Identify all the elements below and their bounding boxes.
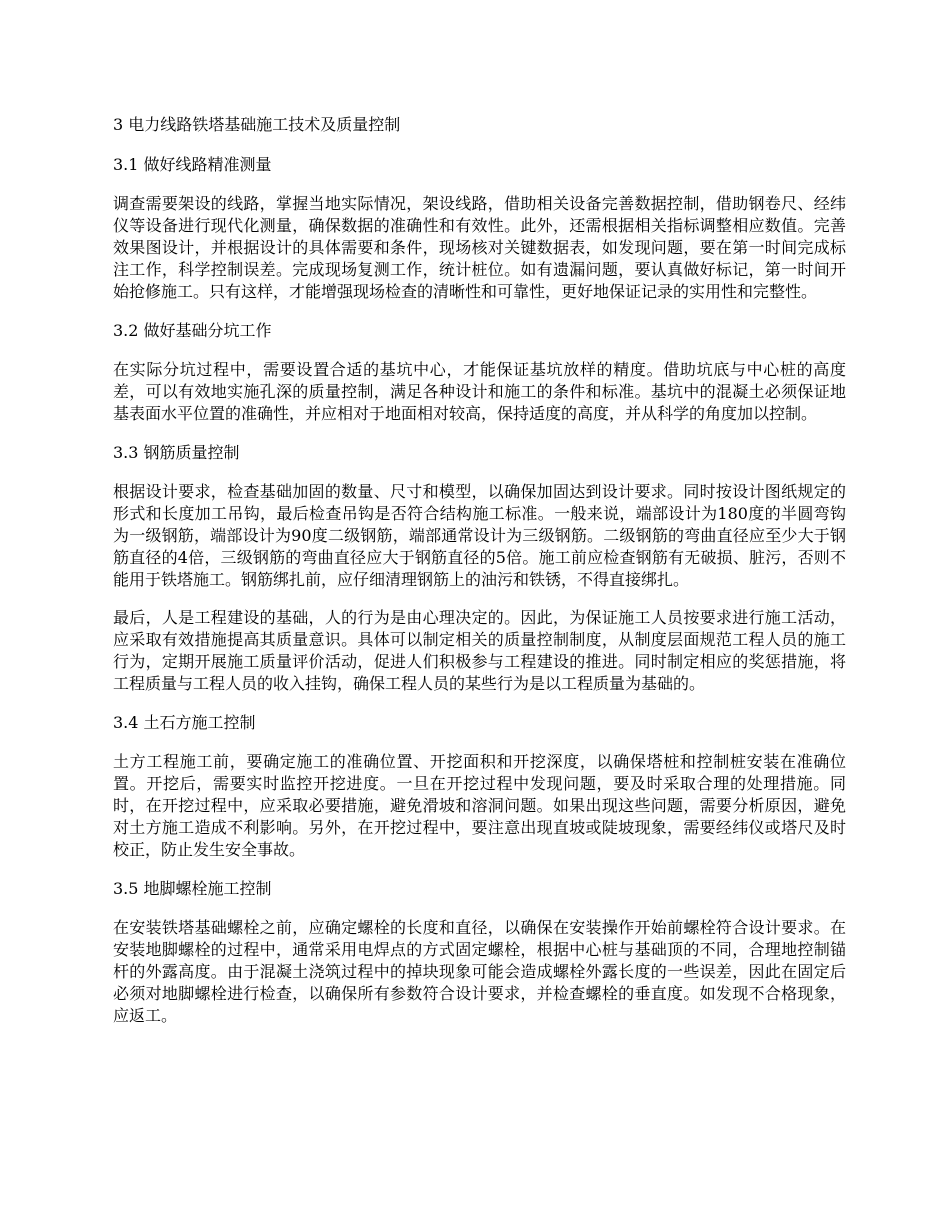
paragraph-3-4: 土方工程施工前，要确定施工的准确位置、开挖面积和开挖深度，以确保塔桩和控制桩安装在准确位置。开挖后，需要实时监控开挖进度。一旦在开挖过程中发现问题，要及时采取合理的处理措施。同时，在开挖过程中，应采取必要措施，避免滑坡和溶洞问题。如果出现这些问题，需要分析原因，避免对土方施工造成不利影响。另外，在开挖过程中，要注意出现直坡或陡坡现象，需要经纬仪或塔尺及时校正，防止发生安全事故。 [113, 752, 846, 859]
paragraph-3-5: 在安装铁塔基础螺栓之前，应确定螺栓的长度和直径，以确保在安装操作开始前螺栓符合设计要求。在安装地脚螺栓的过程中，通常采用电焊点的方式固定螺栓，根据中心桩与基础顶的不同，合理地控制锚杆的外露高度。由于混凝土浇筑过程中的掉块现象可能会造成螺栓外露长度的一些误差，因此在固定后必须对地脚螺栓进行检查，以确保所有参数符合设计要求，并检查螺栓的垂直度。如发现不合格现象，应返工。 [113, 918, 846, 1025]
subsection-title-3-3: 3.3 钢筋质量控制 [113, 443, 240, 462]
paragraph-3-3-a: 根据设计要求，检查基础加固的数量、尺寸和模型，以确保加固达到设计要求。同时按设计图纸规定的形式和长度加工吊钩，最后检查吊钩是否符合结构施工标准。一般来说，端部设计为180度的半圆弯钩为一级钢筋，端部设计为90度二级钢筋，端部通常设计为三级钢筋。二级钢筋的弯曲直径应至少大于钢筋直径的4倍，三级钢筋的弯曲直径应大于钢筋直径的5倍。施工前应检查钢筋有无破损、脏污，否则不能用于铁塔施工。钢筋绑扎前，应仔细清理钢筋上的油污和铁锈，不得直接绑扎。 [113, 482, 846, 589]
paragraph-3-3-b: 最后，人是工程建设的基础，人的行为是由心理决定的。因此，为保证施工人员按要求进行施工活动，应采取有效措施提高其质量意识。具体可以制定相关的质量控制制度，从制度层面规范工程人员的施工行为，定期开展施工质量评价活动，促进人们积极参与工程建设的推进。同时制定相应的奖惩措施，将工程质量与工程人员的收入挂钩，确保工程人员的某些行为是以工程质量为基础的。 [113, 608, 846, 693]
document-page [113, 113, 846, 1043]
paragraph-3-2: 在实际分坑过程中，需要设置合适的基坑中心，才能保证基坑放样的精度。借助坑底与中心桩的高度差，可以有效地实施孔深的质量控制，满足各种设计和施工的条件和标准。基坑中的混凝土必须保证地基表面水平位置的准确性，并应相对于地面相对较高，保持适度的高度，并从科学的角度加以控制。 [113, 360, 846, 423]
section-heading: 3 电力线路铁塔基础施工技术及质量控制 [113, 115, 401, 134]
subsection-title-3-1: 3.1 做好线路精准测量 [113, 155, 272, 174]
paragraph-3-1: 调查需要架设的线路，掌握当地实际情况，架设线路，借助相关设备完善数据控制，借助钢卷尺、经纬仪等设备进行现代化测量，确保数据的准确性和有效性。此外，还需根据相关指标调整相应数值。完善效果图设计，并根据设计的具体需要和条件，现场核对关键数据表，如发现问题，要在第一时间完成标注工作，科学控制误差。完成现场复测工作，统计桩位。如有遗漏问题，要认真做好标记，第一时间开始抢修施工。只有这样，才能增强现场检查的清晰性和可靠性，更好地保证记录的实用性和完整性。 [113, 194, 846, 301]
subsection-title-3-5: 3.5 地脚螺栓施工控制 [113, 879, 272, 898]
subsection-title-3-4: 3.4 土石方施工控制 [113, 713, 256, 732]
subsection-title-3-2: 3.2 做好基础分坑工作 [113, 321, 272, 340]
